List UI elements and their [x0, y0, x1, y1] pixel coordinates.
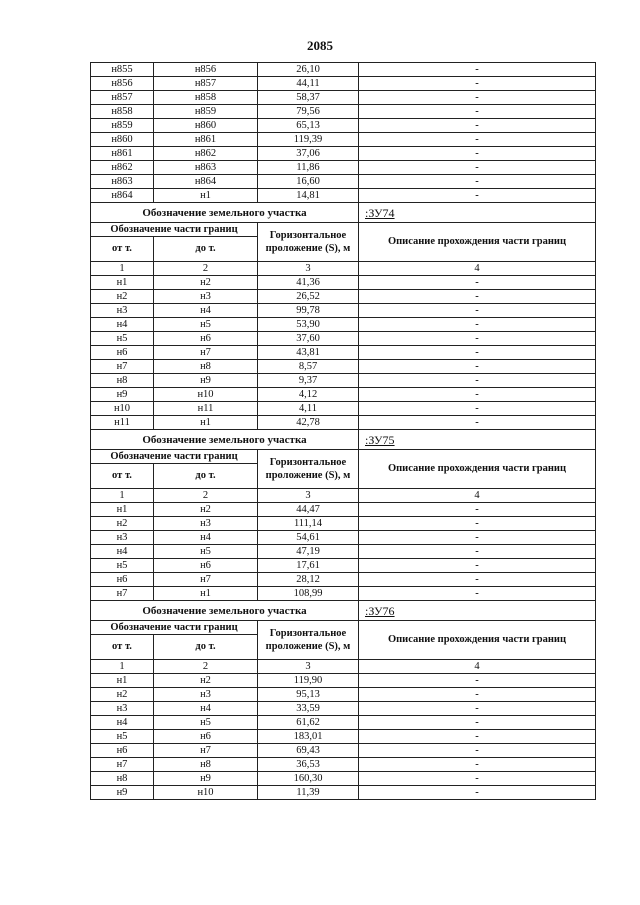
description-cell: - [359, 318, 596, 332]
to-point-cell: н4 [154, 531, 258, 545]
from-point-cell: н7 [91, 758, 154, 772]
column-number-cell: 4 [359, 660, 596, 674]
to-header: до т. [154, 464, 258, 489]
length-cell: 108,99 [258, 587, 359, 601]
column-number-cell: 4 [359, 489, 596, 503]
table-row [91, 374, 596, 388]
table-row [91, 63, 596, 77]
column-number-cell: 3 [258, 262, 359, 276]
from-point-cell: н856 [91, 77, 154, 91]
table-row [91, 346, 596, 360]
length-cell: 160,30 [258, 772, 359, 786]
from-point-cell: н6 [91, 573, 154, 587]
from-point-cell: н4 [91, 545, 154, 559]
column-number-cell: 2 [154, 660, 258, 674]
column-number-row [91, 660, 596, 674]
from-point-cell: н5 [91, 559, 154, 573]
column-header-row [91, 223, 596, 237]
from-header: от т. [91, 635, 154, 660]
description-cell: - [359, 402, 596, 416]
length-cell: 44,11 [258, 77, 359, 91]
length-cell: 58,37 [258, 91, 359, 105]
to-point-cell: н5 [154, 716, 258, 730]
length-cell: 44,47 [258, 503, 359, 517]
to-point-cell: н6 [154, 559, 258, 573]
description-header: Описание прохождения части границ [359, 450, 596, 489]
table-row [91, 290, 596, 304]
length-cell: 99,78 [258, 304, 359, 318]
table-row [91, 77, 596, 91]
length-cell: 11,39 [258, 786, 359, 800]
to-point-cell: н1 [154, 189, 258, 203]
description-cell: - [359, 688, 596, 702]
description-cell: - [359, 374, 596, 388]
boundary-table [90, 62, 596, 800]
horizontal-header: Горизонтальное проложение (S), м [258, 223, 359, 262]
column-number-cell: 1 [91, 489, 154, 503]
description-header: Описание прохождения части границ [359, 223, 596, 262]
description-cell: - [359, 674, 596, 688]
from-point-cell: н1 [91, 503, 154, 517]
part-header: Обозначение части границ [91, 621, 258, 635]
from-point-cell: н6 [91, 346, 154, 360]
from-point-cell: н9 [91, 786, 154, 800]
table-row [91, 517, 596, 531]
from-point-cell: н1 [91, 674, 154, 688]
length-cell: 16,60 [258, 175, 359, 189]
table-row [91, 503, 596, 517]
description-cell: - [359, 786, 596, 800]
horizontal-header: Горизонтальное проложение (S), м [258, 450, 359, 489]
from-point-cell: н8 [91, 772, 154, 786]
to-point-cell: н4 [154, 702, 258, 716]
plot-label: Обозначение земельного участка [91, 601, 359, 621]
length-cell: 119,90 [258, 674, 359, 688]
from-point-cell: н4 [91, 716, 154, 730]
from-point-cell: н9 [91, 388, 154, 402]
column-number-cell: 4 [359, 262, 596, 276]
length-cell: 41,36 [258, 276, 359, 290]
boundary-table-body [91, 63, 596, 800]
table-row [91, 360, 596, 374]
from-point-cell: н7 [91, 360, 154, 374]
description-cell: - [359, 559, 596, 573]
to-point-cell: н1 [154, 587, 258, 601]
description-cell: - [359, 772, 596, 786]
length-cell: 69,43 [258, 744, 359, 758]
from-point-cell: н858 [91, 105, 154, 119]
to-point-cell: н858 [154, 91, 258, 105]
description-cell: - [359, 63, 596, 77]
to-point-cell: н3 [154, 290, 258, 304]
from-point-cell: н864 [91, 189, 154, 203]
column-number-cell: 1 [91, 660, 154, 674]
length-cell: 4,12 [258, 388, 359, 402]
to-point-cell: н7 [154, 346, 258, 360]
to-point-cell: н857 [154, 77, 258, 91]
from-point-cell: н3 [91, 304, 154, 318]
to-point-cell: н8 [154, 758, 258, 772]
length-cell: 42,78 [258, 416, 359, 430]
to-point-cell: н5 [154, 545, 258, 559]
from-point-cell: н860 [91, 133, 154, 147]
to-point-cell: н4 [154, 304, 258, 318]
table-row [91, 786, 596, 800]
description-cell: - [359, 133, 596, 147]
part-header: Обозначение части границ [91, 223, 258, 237]
table-row [91, 416, 596, 430]
length-cell: 8,57 [258, 360, 359, 374]
length-cell: 54,61 [258, 531, 359, 545]
table-row [91, 318, 596, 332]
from-point-cell: н5 [91, 332, 154, 346]
description-cell: - [359, 573, 596, 587]
length-cell: 11,86 [258, 161, 359, 175]
from-point-cell: н2 [91, 290, 154, 304]
length-cell: 33,59 [258, 702, 359, 716]
to-point-cell: н5 [154, 318, 258, 332]
to-point-cell: н2 [154, 276, 258, 290]
from-point-cell: н3 [91, 702, 154, 716]
table-row [91, 559, 596, 573]
length-cell: 26,10 [258, 63, 359, 77]
description-cell: - [359, 332, 596, 346]
to-point-cell: н856 [154, 63, 258, 77]
to-point-cell: н10 [154, 388, 258, 402]
description-cell: - [359, 531, 596, 545]
to-point-cell: н7 [154, 573, 258, 587]
description-cell: - [359, 730, 596, 744]
length-cell: 17,61 [258, 559, 359, 573]
length-cell: 43,81 [258, 346, 359, 360]
from-point-cell: н861 [91, 147, 154, 161]
table-row [91, 716, 596, 730]
description-cell: - [359, 716, 596, 730]
to-point-cell: н10 [154, 786, 258, 800]
description-cell: - [359, 147, 596, 161]
description-cell: - [359, 758, 596, 772]
plot-header-row [91, 601, 596, 621]
table-row [91, 119, 596, 133]
table-row [91, 276, 596, 290]
description-cell: - [359, 360, 596, 374]
to-point-cell: н860 [154, 119, 258, 133]
column-header-row [91, 450, 596, 464]
from-point-cell: н5 [91, 730, 154, 744]
to-point-cell: н863 [154, 161, 258, 175]
plot-id: :ЗУ76 [359, 601, 596, 621]
length-cell: 26,52 [258, 290, 359, 304]
from-header: от т. [91, 464, 154, 489]
length-cell: 119,39 [258, 133, 359, 147]
length-cell: 95,13 [258, 688, 359, 702]
to-header: до т. [154, 237, 258, 262]
length-cell: 111,14 [258, 517, 359, 531]
description-cell: - [359, 545, 596, 559]
to-point-cell: н2 [154, 674, 258, 688]
length-cell: 14,81 [258, 189, 359, 203]
page-number: 2085 [307, 38, 333, 53]
length-cell: 37,60 [258, 332, 359, 346]
from-point-cell: н10 [91, 402, 154, 416]
to-point-cell: н859 [154, 105, 258, 119]
description-cell: - [359, 503, 596, 517]
plot-header-row [91, 430, 596, 450]
to-point-cell: н6 [154, 730, 258, 744]
from-point-cell: н8 [91, 374, 154, 388]
length-cell: 4,11 [258, 402, 359, 416]
description-cell: - [359, 91, 596, 105]
description-cell: - [359, 119, 596, 133]
table-row [91, 402, 596, 416]
description-cell: - [359, 587, 596, 601]
table-row [91, 758, 596, 772]
description-cell: - [359, 290, 596, 304]
column-header-row [91, 621, 596, 635]
to-point-cell: н7 [154, 744, 258, 758]
length-cell: 61,62 [258, 716, 359, 730]
table-row [91, 531, 596, 545]
from-point-cell: н4 [91, 318, 154, 332]
to-point-cell: н11 [154, 402, 258, 416]
table-row [91, 332, 596, 346]
plot-header-row [91, 203, 596, 223]
column-number-cell: 3 [258, 660, 359, 674]
from-point-cell: н2 [91, 688, 154, 702]
description-cell: - [359, 175, 596, 189]
from-header: от т. [91, 237, 154, 262]
plot-label: Обозначение земельного участка [91, 430, 359, 450]
table-row [91, 91, 596, 105]
length-cell: 183,01 [258, 730, 359, 744]
table-row [91, 772, 596, 786]
from-point-cell: н855 [91, 63, 154, 77]
column-number-row [91, 489, 596, 503]
description-cell: - [359, 105, 596, 119]
description-cell: - [359, 346, 596, 360]
part-header: Обозначение части границ [91, 450, 258, 464]
to-point-cell: н2 [154, 503, 258, 517]
description-cell: - [359, 161, 596, 175]
length-cell: 37,06 [258, 147, 359, 161]
table-row [91, 674, 596, 688]
table-row [91, 175, 596, 189]
table-row [91, 147, 596, 161]
to-point-cell: н9 [154, 772, 258, 786]
column-number-cell: 2 [154, 489, 258, 503]
from-point-cell: н863 [91, 175, 154, 189]
to-point-cell: н3 [154, 688, 258, 702]
table-row [91, 573, 596, 587]
length-cell: 65,13 [258, 119, 359, 133]
table-row [91, 304, 596, 318]
description-cell: - [359, 276, 596, 290]
description-cell: - [359, 744, 596, 758]
table-row [91, 161, 596, 175]
table-row [91, 744, 596, 758]
to-point-cell: н862 [154, 147, 258, 161]
to-header: до т. [154, 635, 258, 660]
description-cell: - [359, 517, 596, 531]
from-point-cell: н2 [91, 517, 154, 531]
from-point-cell: н859 [91, 119, 154, 133]
column-number-cell: 1 [91, 262, 154, 276]
from-point-cell: н6 [91, 744, 154, 758]
from-point-cell: н857 [91, 91, 154, 105]
table-row [91, 388, 596, 402]
column-number-row [91, 262, 596, 276]
table-row [91, 189, 596, 203]
description-cell: - [359, 304, 596, 318]
length-cell: 47,19 [258, 545, 359, 559]
table-row [91, 688, 596, 702]
horizontal-header: Горизонтальное проложение (S), м [258, 621, 359, 660]
description-cell: - [359, 77, 596, 91]
to-point-cell: н8 [154, 360, 258, 374]
length-cell: 53,90 [258, 318, 359, 332]
to-point-cell: н861 [154, 133, 258, 147]
table-row [91, 730, 596, 744]
from-point-cell: н1 [91, 276, 154, 290]
from-point-cell: н3 [91, 531, 154, 545]
from-point-cell: н862 [91, 161, 154, 175]
description-cell: - [359, 416, 596, 430]
plot-label: Обозначение земельного участка [91, 203, 359, 223]
table-row [91, 587, 596, 601]
length-cell: 28,12 [258, 573, 359, 587]
to-point-cell: н6 [154, 332, 258, 346]
column-number-cell: 3 [258, 489, 359, 503]
description-cell: - [359, 702, 596, 716]
to-point-cell: н9 [154, 374, 258, 388]
length-cell: 9,37 [258, 374, 359, 388]
table-row [91, 133, 596, 147]
length-cell: 79,56 [258, 105, 359, 119]
from-point-cell: н7 [91, 587, 154, 601]
table-row [91, 702, 596, 716]
plot-id: :ЗУ75 [359, 430, 596, 450]
plot-id: :ЗУ74 [359, 203, 596, 223]
to-point-cell: н1 [154, 416, 258, 430]
description-cell: - [359, 388, 596, 402]
description-cell: - [359, 189, 596, 203]
table-row [91, 545, 596, 559]
length-cell: 36,53 [258, 758, 359, 772]
description-header: Описание прохождения части границ [359, 621, 596, 660]
table-row [91, 105, 596, 119]
to-point-cell: н864 [154, 175, 258, 189]
from-point-cell: н11 [91, 416, 154, 430]
to-point-cell: н3 [154, 517, 258, 531]
column-number-cell: 2 [154, 262, 258, 276]
